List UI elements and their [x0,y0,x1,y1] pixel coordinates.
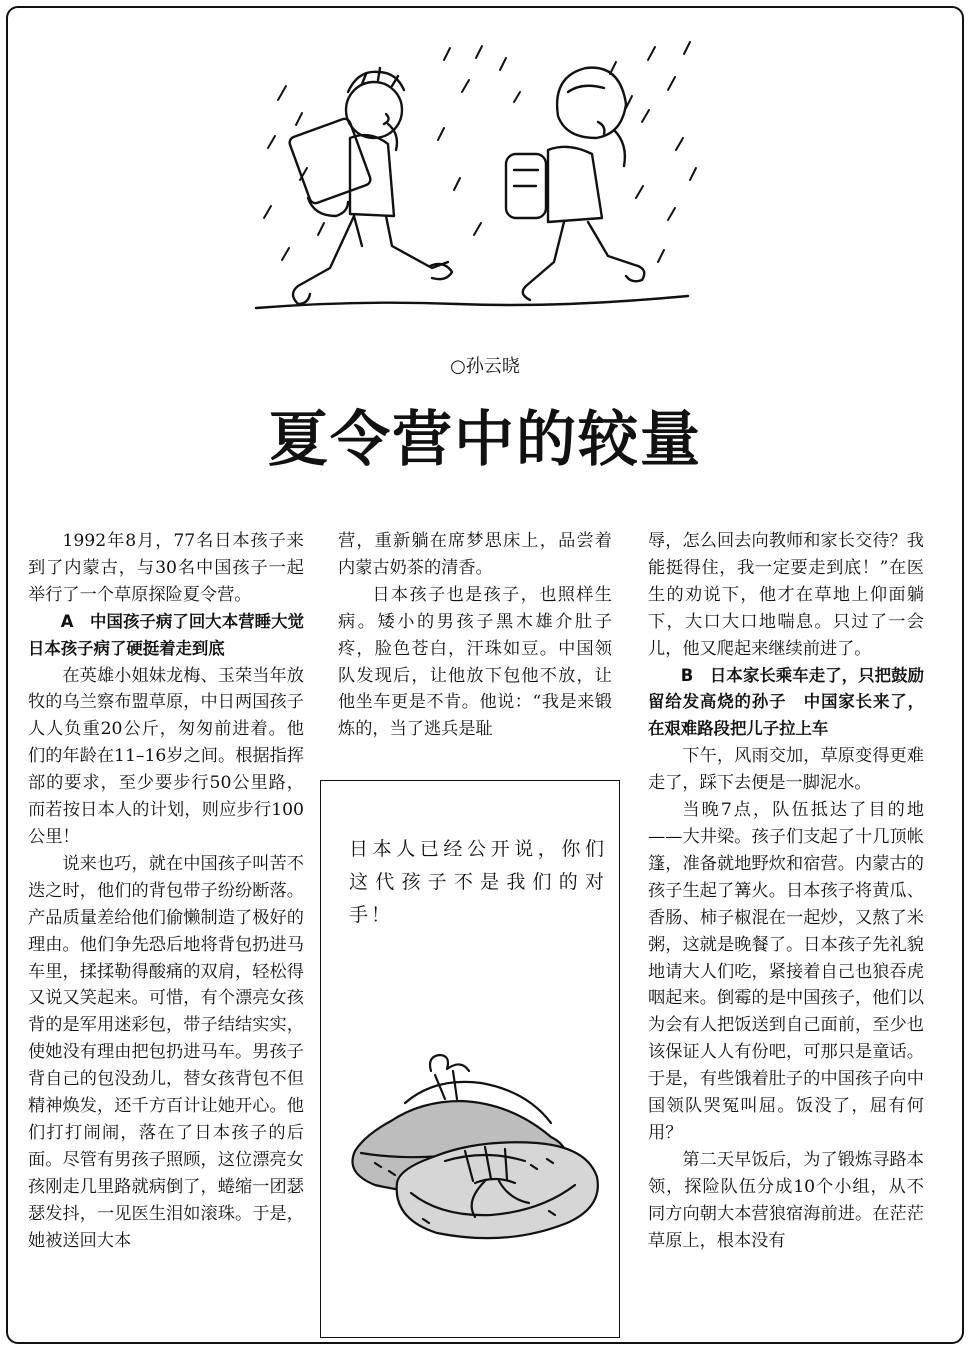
boy-figure [288,68,452,304]
paragraph: 当晚7点，队伍抵达了目的地——大井梁。孩子们支起了十几顶帐篷，准备就地野炊和宿营。内蒙古的孩子生起了篝火。日本孩子将黄瓜、香肠、柿子椒混在一起炒，又熬了米粥，这就是晚餐了。日本孩子先礼貌地请大人们吃，紧接着自己也狼吞虎咽起来。倒霉的是中国孩子，他们以为会有人把饭送到自己面前，至少也该保证人人有份吧，可那只是童话。于是，有些饿着肚子的中国孩子向中国领队哭冤叫屈。饭没了，屈有何用？ [648,800,924,1143]
sidebar-quote: 日本人已经公开说，你们这代孩子不是我们的对手！ [349,838,607,926]
rain-streaks [264,42,696,262]
sidebar-box [320,780,620,1338]
column-2 [338,528,612,743]
paragraph: 第二天早饭后，为了锻炼寻路本领，探险队伍分成10个小组，从不同方向朝大本营狼宿海前进。在茫茫草原上，根本没有 [648,1149,924,1251]
magazine-page [6,6,964,1344]
article-title: 夏令营中的较量 [268,405,702,475]
section-heading-a: A 中国孩子病了回大本营睡大觉 日本孩子病了硬挺着走到底 [28,611,321,658]
section-heading-b: B 日本家长乘车走了，只把鼓励留给发高烧的孙子 中国家长来了，在艰难路段把儿子拉上车 [648,665,924,739]
worn-shoes-illustration [335,1043,607,1243]
children-in-rain-illustration [238,30,708,320]
paragraph: 在英雄小姐妹龙梅、玉荣当年放牧的乌兰察布盟草原，中日两国孩子人人负重20公斤，匆匆前进着。他们的年龄在11–16岁之间。根据指挥部的要求，至少要步行50公里路，而若按日本人的计划，则应步行100公里！ [28,665,304,847]
paragraph: 辱，怎么回去向教师和家长交待？我能挺得住，我一定要走到底！”在医生的劝说下，他才在草地上仰面躺下，大口大口地喘息。只过了一会儿，他又爬起来继续前进了。 [648,531,924,659]
paragraph: 下午，风雨交加，草原变得更难走了，踩下去便是一脚泥水。 [648,746,924,794]
author-byline: ○孙云晓 [450,356,520,377]
paragraph: 1992年8月，77名日本孩子来到了内蒙古，与30名中国孩子一起举行了一个草原探险夏令营。 [28,531,304,605]
girl-figure [506,68,644,300]
column-3 [648,528,924,1254]
paragraph: 营，重新躺在席梦思床上，品尝着内蒙古奶茶的清香。 [338,531,612,578]
paragraph: 日本孩子也是孩子，也照样生病。矮小的男孩子黑木雄介肚子疼，脸色苍白，汗珠如豆。中国领队发现后，让他放下包他不放，让他坐车更是不肯。他说：“我是来锻炼的，当了逃兵是耻 [338,584,612,740]
paragraph: 说来也巧，就在中国孩子叫苦不迭之时，他们的背包带子纷纷断落。产品质量差给他们偷懒制造了极好的理由。他们争先恐后地将背包扔进马车里，揉揉勒得酸痛的双肩，轻松得又说又笑起来。可惜，有个漂亮女孩背的是军用迷彩包，带子结结实实，使她没有理由把包扔进马车。男孩子背自己的包没劲儿，替女孩背包不但精神焕发，还千方百计让她开心。他们打打闹闹，落在了日本孩子的后面。尽管有男孩子照顾，这位漂亮女孩刚走几里路就病倒了，蜷缩一团瑟瑟发抖，一见医生泪如滚珠。于是，她被送回大本 [28,853,304,1251]
column-1 [28,528,321,1254]
